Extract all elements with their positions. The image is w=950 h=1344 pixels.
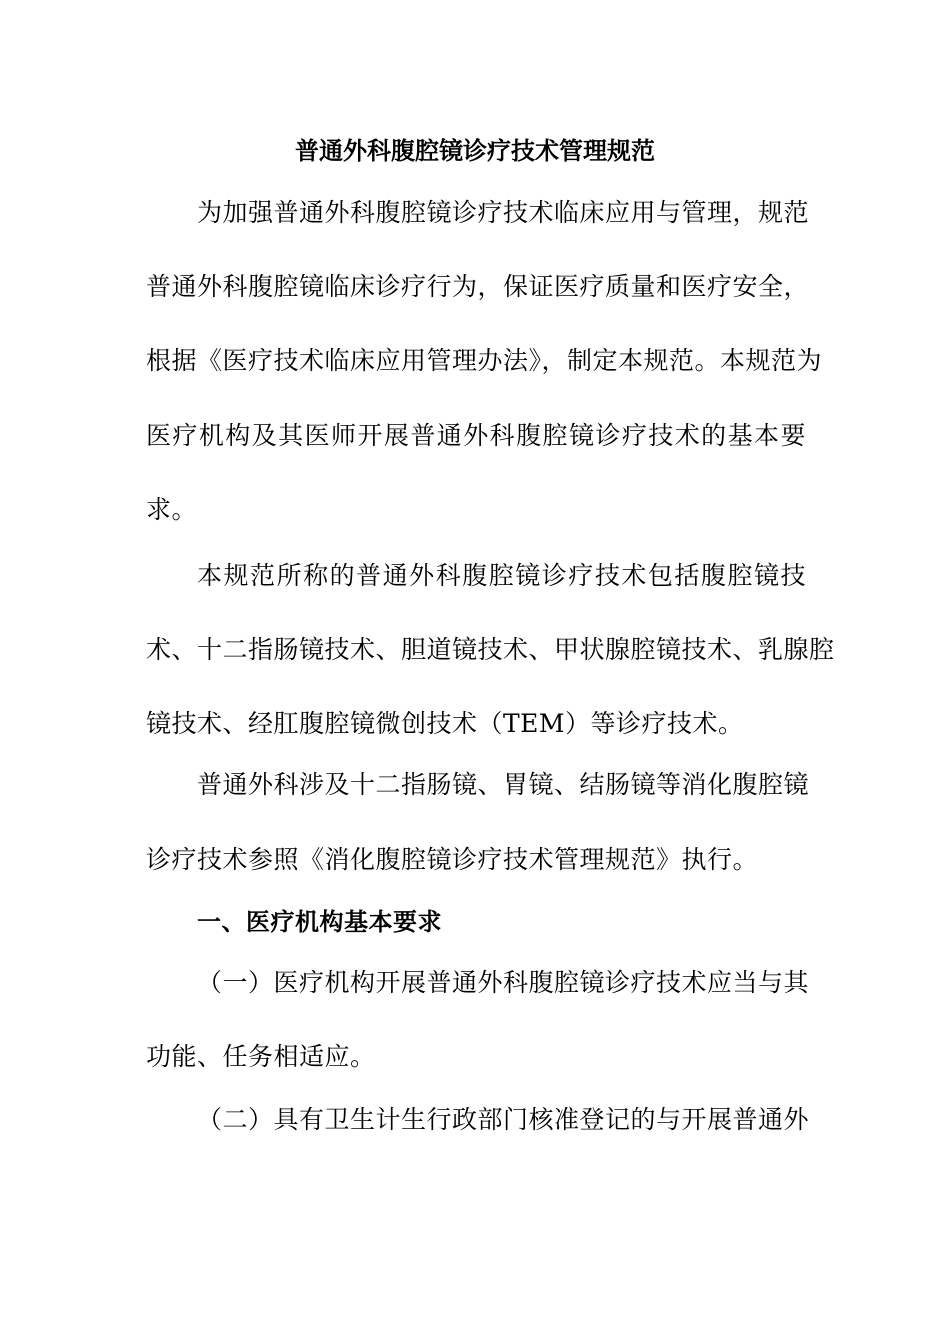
paragraph-line: 为加强普通外科腹腔镜诊疗技术临床应用与管理，规范 (197, 198, 810, 227)
section-heading: 一、医疗机构基本要求 (197, 908, 442, 936)
paragraph-line: 根据《医疗技术临床应用管理办法》，制定本规范。本规范为 (146, 346, 823, 375)
paragraph-line: 普通外科腹腔镜临床诊疗行为，保证医疗质量和医疗安全， (146, 272, 810, 301)
paragraph-line: 本规范所称的普通外科腹腔镜诊疗技术包括腹腔镜技 (197, 561, 806, 590)
document-title: 普通外科腹腔镜诊疗技术管理规范 (295, 137, 655, 165)
paragraph-line: 术、十二指肠镜技术、胆道镜技术、甲状腺腔镜技术、乳腺腔 (146, 635, 835, 664)
paragraph-line: 诊疗技术参照《消化腹腔镜诊疗技术管理规范》执行。 (146, 845, 759, 874)
paragraph-line: 医疗机构及其医师开展普通外科腹腔镜诊疗技术的基本要 (146, 421, 806, 450)
paragraph-line: （一）医疗机构开展普通外科腹腔镜诊疗技术应当与其 (197, 968, 810, 997)
paragraph-line: 求。 (146, 495, 198, 524)
paragraph-line: 普通外科涉及十二指肠镜、胃镜、结肠镜等消化腹腔镜 (197, 770, 810, 799)
paragraph-line: 功能、任务相适应。 (146, 1042, 376, 1071)
paragraph-line: 镜技术、经肛腹腔镜微创技术（TEM）等诊疗技术。 (146, 709, 744, 738)
paragraph-line: （二）具有卫生计生行政部门核准登记的与开展普通外 (197, 1105, 810, 1134)
